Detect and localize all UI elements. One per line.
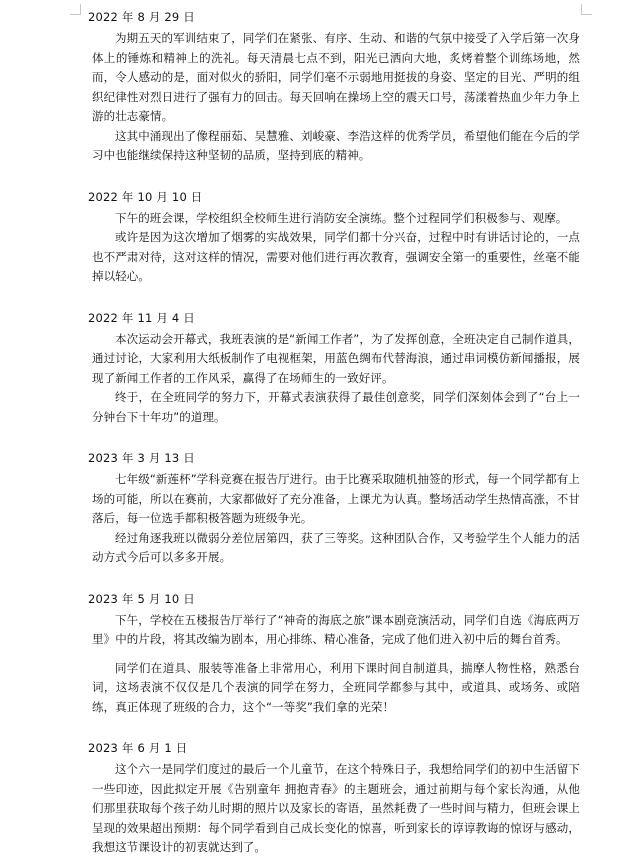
entry-date: 2022 年 8 月 29 日 [88, 10, 195, 24]
entry-paragraph: 同学们在道具、服装等准备上非常用心，利用下课时间自制道具，揣摩人物性格，熟悉台词，这场表演不仅仅是几个表演的同学在努力，全班同学都参与其中，或道具、或场务、或陪练，真正体现了班级的合力，这个“一等奖”我们拿的光荣！ [92, 660, 580, 714]
entry-date: 2023 年 3 月 13 日 [88, 451, 195, 465]
journal-entry [88, 590, 580, 718]
entry-paragraph: 本次运动会开幕式，我班表演的是“新闻工作者”，为了发挥创意，全班决定自己制作道具，通过讨论，大家利用大纸板制作了电视框架，用蓝色绸布代替海浪，通过串词模仿新闻播报，展现了新闻工作者的工作风采，赢得了在场师生的一致好评。 [92, 331, 580, 385]
journal-entry [88, 449, 580, 568]
entry-paragraph: 下午，学校在五楼报告厅举行了“神奇的海底之旅”课本剧竞演活动，同学们自选《海底两万里》中的片段，将其改编为剧本，用心排练、精心准备，完成了他们进入初中后的舞台首秀。 [92, 612, 580, 646]
journal-entry [88, 309, 580, 428]
journal-entry [88, 8, 580, 166]
entry-paragraph: 为期五天的军训结束了，同学们在紧张、有序、生动、和谐的气氛中接受了入学后第一次身体上的锤炼和精神上的洗礼。每天清晨七点不到，阳光已洒向大地，炙烤着整个训练场地，然而，令人感动的是，面对似火的骄阳，同学们毫不示弱地用挺拔的身姿、坚定的目光、严明的组织纪律性对烈日进行了强有力的回击。每天回响在操场上空的震天口号，荡漾着热血少年力争上游的壮志豪情。 [92, 31, 580, 123]
margin-corner-mark [70, 4, 81, 15]
entry-paragraph: 下午的班会课，学校组织全校师生进行消防安全演练。整个过程同学们积极参与、观摩。 [115, 210, 568, 225]
entry-paragraph: 经过角逐我班以微弱分差位居第四，获了三等奖。这种团队合作，又考验学生个人能力的活动方式今后可以多多开展。 [92, 530, 580, 564]
margin-corner-mark [581, 4, 592, 15]
journal-entry [88, 739, 580, 858]
entry-date: 2022 年 10 月 10 日 [88, 189, 203, 204]
entry-date: 2023 年 6 月 1 日 [88, 741, 188, 755]
entry-paragraph: 或许是因为这次增加了烟雾的实战效果，同学们都十分兴奋，过程中时有讲话讨论的，一点也不严肃对待，这对这样的情况，需要对他们进行再次教育，强调安全第一的重要性，丝毫不能掉以轻心。 [92, 230, 580, 283]
entry-paragraph: 终于，在全班同学的努力下，开幕式表演获得了最佳创意奖，同学们深刻体会到了“台上一分钟台下十年功”的道理。 [92, 390, 580, 424]
entry-paragraph: 七年级“新莲杯”学科竞赛在报告厅进行。由于比赛采取随机抽签的形式，每一个同学都有上场的可能，所以在赛前，大家都做好了充分准备，上课尤为认真。整场活动学生热情高涨，不甘落后，每一位选手都积极答题为班级争光。 [92, 472, 580, 525]
entry-paragraph: 这个六一是同学们度过的最后一个儿童节，在这个特殊日子，我想给同学们的初中生活留下一些印迹，因此拟定开展《告别童年 拥抱青春》的主题班会，通过前期与每个家长沟通，从他们那里获取每个孩子幼儿时期的照片以及家长的寄语，虽然耗费了一些时间与精力，但班会课上呈现的效果超出预期：每个同学看到自己成长变化的惊喜，听到家长的谆谆教诲的惊讶与感动，我想这节课设计的初衷就达到了。 [92, 762, 580, 854]
entry-paragraph: 这其中涌现出了像程丽茹、吴慧雅、刘峻豪、李浩这样的优秀学员，希望他们能在今后的学习中也能继续保持这种坚韧的品质，坚持到底的精神。 [92, 128, 580, 162]
entry-date: 2022 年 11 月 4 日 [88, 310, 195, 325]
entry-date: 2023 年 5 月 10 日 [88, 591, 195, 606]
journal-entry [88, 188, 580, 287]
